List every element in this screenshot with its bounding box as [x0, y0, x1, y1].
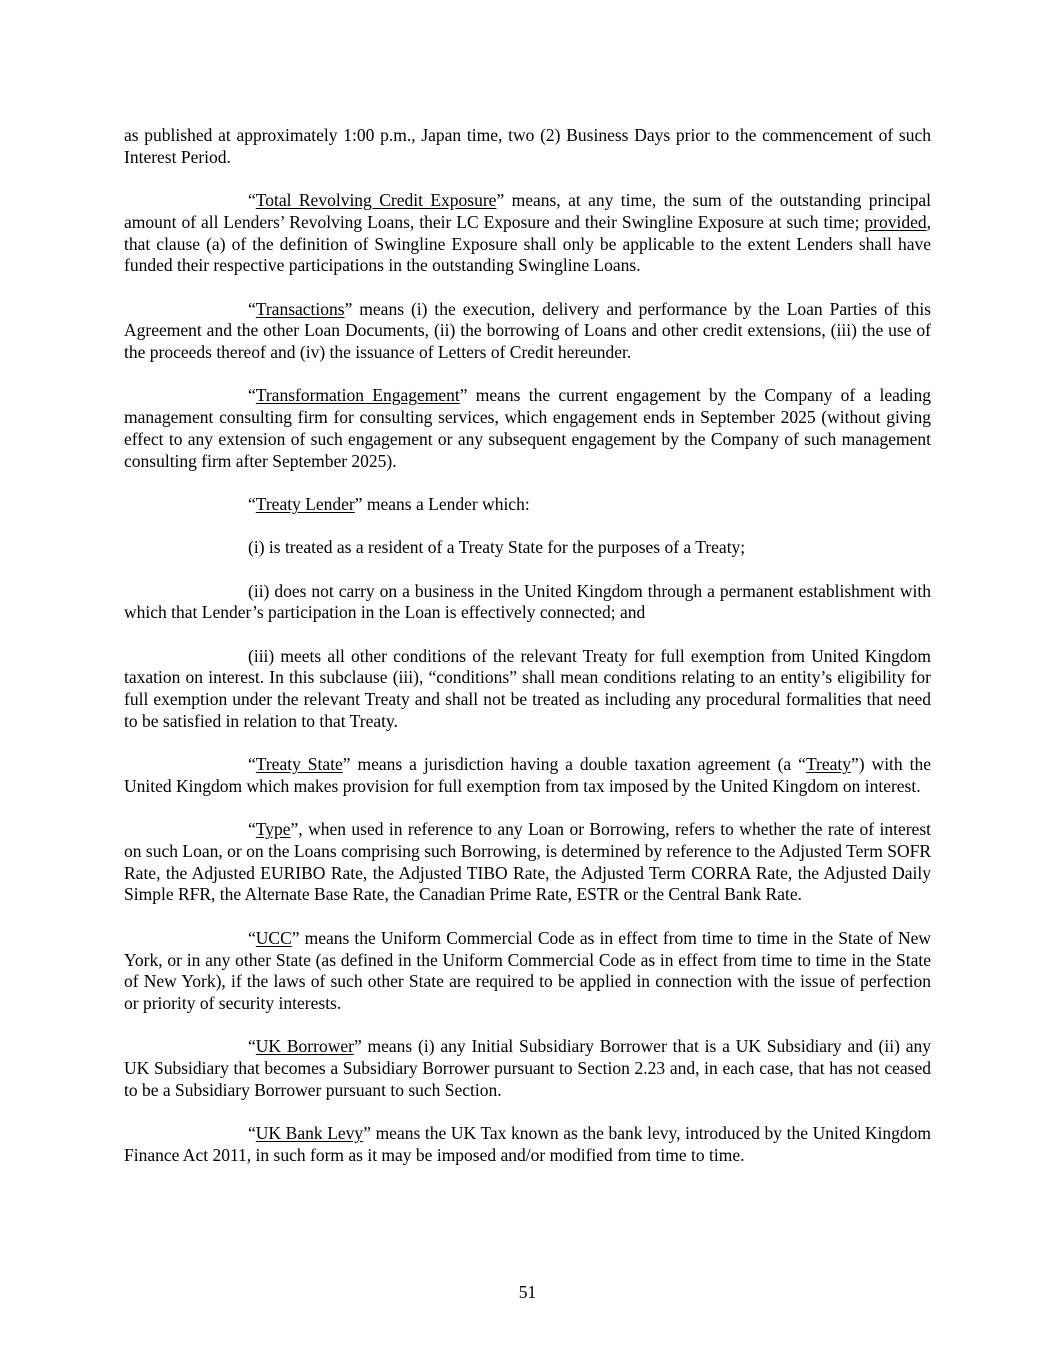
definition-type: “Type”, when used in reference to any Loan or Borrowing, refers to whether the rate of interest on such Loan, or on the Loans comprising such Borrowing, is determined by reference to the Adjusted Term SOFR Rate, the Adjusted EURIBO Rate, the Adjusted TIBO Rate, the Adjusted Term CORRA Rate, the Adjusted Daily Simple RFR, the Alternate Base Rate, the Canadian Prime Rate, ESTR or the Central Bank Rate. [124, 819, 931, 905]
treaty-lender-item-ii: (ii) does not carry on a business in the United Kingdom through a permanent establishment with which that Lender’s participation in the Loan is effectively connected; and [124, 580, 931, 623]
defined-term: UCC [255, 927, 292, 948]
definition-total-revolving-credit-exposure: “Total Revolving Credit Exposure” means, at any time, the sum of the outstanding principal amount of all Lenders’ Revolving Loans, their LC Exposure and their Swingline Exposure at such time; provided, that clause (a) of the definition of Swingline Exposure shall only be applicable to the extent Lenders shall have funded their respective participations in the outstanding Swingline Loans. [124, 190, 931, 276]
page-number: 51 [518, 1282, 537, 1302]
continuation-paragraph: as published at approximately 1:00 p.m., Japan time, two (2) Business Days prior to the commencement of such Interest Period. [124, 125, 931, 167]
definition-uk-bank-levy: “UK Bank Levy” means the UK Tax known as the bank levy, introduced by the United Kingdom Finance Act 2011, in such form as it may be imposed and/or modified from time to time. [124, 1123, 931, 1165]
defined-term: Treaty State [255, 754, 343, 775]
definition-transactions: “Transactions” means (i) the execution, delivery and performance by the Loan Parties of this Agreement and the other Loan Documents, (ii) the borrowing of Loans and other credit extensions, (iii) the use of the proceeds thereof and (iv) the issuance of Letters of Credit hereunder. [124, 298, 931, 362]
provided-term: provided [864, 211, 927, 232]
defined-term: Transactions [255, 298, 345, 319]
defined-term: UK Bank Levy [255, 1123, 364, 1144]
definition-transformation-engagement: “Transformation Engagement” means the current engagement by the Company of a leading management consulting firm for consulting services, which engagement ends in September 2025 (without giving effect to any extension of such engagement or any subsequent engagement by the Company of such management consulting firm after September 2025). [124, 385, 931, 471]
treaty-lender-item-i: (i) is treated as a resident of a Treaty State for the purposes of a Treaty; [248, 537, 746, 558]
document-page [124, 125, 931, 1188]
defined-term: Transformation Engagement [255, 385, 460, 406]
defined-term-treaty: Treaty [805, 754, 851, 775]
definition-treaty-state: “Treaty State” means a jurisdiction having a double taxation agreement (a “Treaty”) with the United Kingdom which makes provision for full exemption from tax imposed by the United Kingdom on interest. [124, 754, 931, 796]
definition-uk-borrower: “UK Borrower” means (i) any Initial Subsidiary Borrower that is a UK Subsidiary and (ii) any UK Subsidiary that becomes a Subsidiary Borrower pursuant to Section 2.23 and, in each case, that has not ceased to be a Subsidiary Borrower pursuant to such Section. [124, 1036, 931, 1100]
defined-term: Type [255, 819, 291, 840]
defined-term: UK Borrower [255, 1036, 354, 1057]
definition-treaty-lender: “Treaty Lender” means a Lender which: [248, 493, 530, 514]
defined-term: Total Revolving Credit Exposure [255, 190, 497, 211]
definition-ucc: “UCC” means the Uniform Commercial Code as in effect from time to time in the State of New York, or in any other State (as defined in the Uniform Commercial Code as in effect from time to time in the State of New York), if the laws of such other State are required to be applied in connection with the issue of perfection or priority of security interests. [124, 927, 931, 1013]
defined-term: Treaty Lender [255, 493, 355, 514]
treaty-lender-item-iii: (iii) meets all other conditions of the relevant Treaty for full exemption from United Kingdom taxation on interest. In this subclause (iii), “conditions” shall mean conditions relating to an entity’s eligibility for full exemption under the relevant Treaty and shall not be treated as including any procedural formalities that need to be satisfied in relation to that Treaty. [124, 645, 931, 731]
